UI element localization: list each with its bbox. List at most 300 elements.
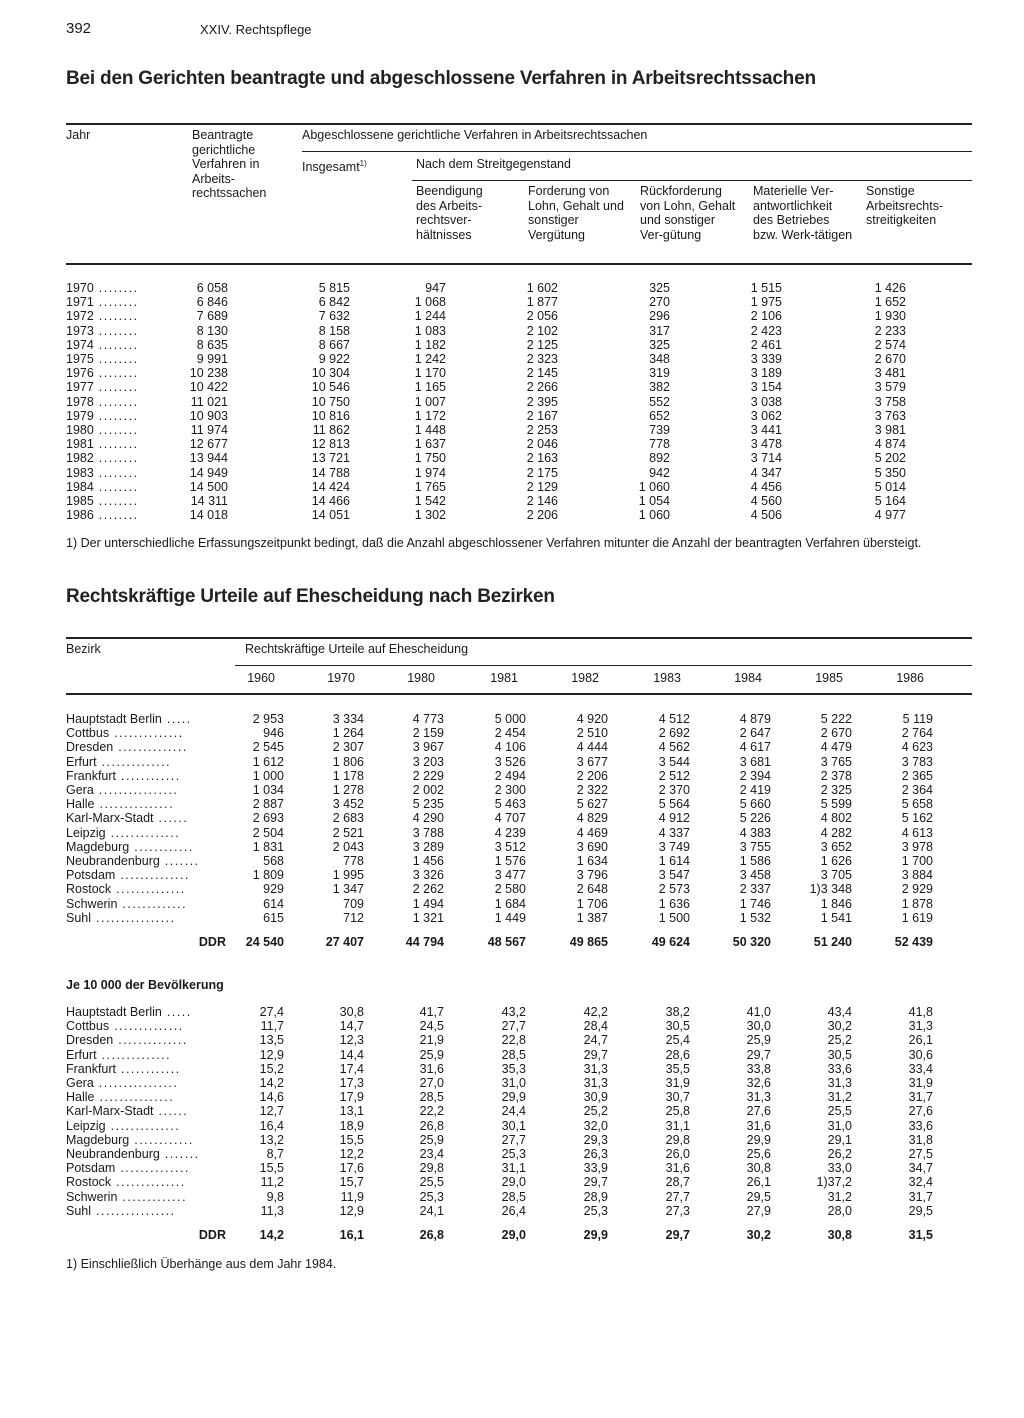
value-cell: 3 690	[576, 839, 608, 854]
spacer-cell	[933, 712, 972, 726]
value-cell: 1 068	[414, 295, 446, 310]
value-cell: 1 321	[412, 910, 444, 925]
table-row	[66, 1048, 972, 1062]
spacer-cell	[933, 811, 972, 825]
leader-dots: ........	[93, 323, 139, 338]
value-cell: 3 478	[750, 437, 782, 452]
value-cell: 6 846	[196, 295, 228, 310]
value-cell: 22,8	[501, 1033, 526, 1048]
spacer-cell	[933, 1062, 972, 1076]
value-cell: 25,3	[501, 1146, 526, 1161]
value-cell: 3 452	[332, 797, 364, 812]
value-cell: 1 449	[494, 910, 526, 925]
table-row	[66, 366, 972, 380]
value-cell: 2 300	[494, 783, 526, 798]
value-cell: 5 627	[576, 797, 608, 812]
bezirk-cell	[66, 1175, 226, 1189]
leader-dots: ............	[116, 1061, 181, 1076]
value-cell: 22,2	[419, 1104, 444, 1119]
value-cell: 2 574	[874, 337, 906, 352]
spacer-row	[66, 1218, 972, 1228]
total-value: 52 439	[894, 934, 933, 949]
table2-col-group: Rechtskräftige Urteile auf Ehescheidung	[245, 642, 469, 656]
value-cell: 14 500	[189, 479, 228, 494]
value-cell: 30,5	[665, 1019, 690, 1034]
value-cell: 5 660	[739, 797, 771, 812]
value-cell: 5 658	[901, 797, 933, 812]
value-cell: 3 477	[494, 868, 526, 883]
spacer-cell	[933, 1090, 972, 1104]
table2-col-bezirk: Bezirk	[66, 642, 101, 656]
value-cell: 2 325	[820, 783, 852, 798]
spacer-cell	[933, 1048, 972, 1062]
value-cell: 2 266	[526, 380, 558, 395]
spacer-cell	[933, 797, 972, 811]
bezirk-label: Magdeburg	[66, 839, 130, 854]
leader-dots: ..............	[113, 740, 188, 755]
value-cell: 3 763	[874, 408, 906, 423]
leader-dots: ........	[93, 479, 139, 494]
value-cell: 778	[649, 437, 670, 452]
value-cell: 1 700	[901, 853, 933, 868]
value-cell: 296	[649, 309, 670, 324]
value-cell: 4 802	[820, 811, 852, 826]
value-cell: 14 311	[190, 493, 228, 508]
spacer-cell	[933, 1161, 972, 1175]
value-cell: 2 102	[526, 323, 558, 338]
value-cell: 2 512	[658, 768, 690, 783]
year-label: 1977	[66, 380, 94, 395]
year-cell	[66, 423, 166, 437]
bezirk-label: Hauptstadt Berlin	[66, 1005, 162, 1020]
value-cell: 25,9	[419, 1047, 444, 1062]
total-value: 29,7	[665, 1227, 690, 1242]
value-cell: 31,6	[419, 1061, 444, 1076]
value-cell: 319	[649, 366, 670, 381]
value-cell: 33,0	[827, 1161, 852, 1176]
value-cell: 16,4	[259, 1118, 284, 1133]
value-cell: 3 544	[658, 754, 690, 769]
value-cell: 13,2	[259, 1132, 284, 1147]
value-cell: 7 689	[196, 309, 228, 324]
value-cell: 31,2	[827, 1090, 852, 1105]
table-row	[66, 769, 972, 783]
year-label: 1984	[66, 479, 94, 494]
value-cell: 2 647	[739, 726, 771, 741]
page-header	[66, 20, 976, 40]
spacer-cell	[906, 409, 972, 423]
value-cell: 31,3	[583, 1076, 608, 1091]
value-cell: 5 222	[820, 712, 852, 727]
section-title: XXIV. Rechtspflege	[200, 22, 312, 37]
spacer-cell	[933, 769, 972, 783]
spacer-cell	[933, 1204, 972, 1218]
leader-dots: .......	[159, 1146, 200, 1161]
value-cell: 13,5	[259, 1033, 284, 1048]
value-cell: 1 636	[658, 896, 690, 911]
value-cell: 1 750	[414, 451, 446, 466]
value-cell: 4 469	[576, 825, 608, 840]
value-cell: 25,3	[583, 1203, 608, 1218]
table-row	[66, 1119, 972, 1133]
value-cell: 3 981	[874, 422, 906, 437]
value-cell: 24,1	[419, 1203, 444, 1218]
value-cell: 1 541	[820, 910, 852, 925]
value-cell: 27,6	[746, 1104, 771, 1119]
total-row	[66, 1228, 972, 1242]
bezirk-cell	[66, 1048, 226, 1062]
value-cell: 28,7	[665, 1175, 690, 1190]
value-cell: 26,1	[908, 1033, 933, 1048]
value-cell: 4 617	[739, 740, 771, 755]
table-row	[66, 508, 972, 522]
value-cell: 1 170	[414, 366, 446, 381]
leader-dots: .....	[161, 712, 192, 727]
value-cell: 15,5	[339, 1132, 364, 1147]
table-row	[66, 1175, 972, 1189]
bezirk-cell	[66, 826, 226, 840]
value-cell: 31,6	[665, 1161, 690, 1176]
value-cell: 3 481	[874, 366, 906, 381]
value-cell: 1 878	[901, 896, 933, 911]
table-row	[66, 755, 972, 769]
value-cell: 24,4	[501, 1104, 526, 1119]
total-value: 51 240	[813, 934, 852, 949]
year-cell	[66, 465, 166, 479]
table-row	[66, 726, 972, 740]
bezirk-label: Erfurt	[66, 1047, 97, 1062]
value-cell: 5 162	[901, 811, 933, 826]
year-cell	[66, 480, 166, 494]
leader-dots: ........	[93, 508, 139, 523]
value-cell: 1 975	[750, 295, 782, 310]
year-cell	[66, 494, 166, 508]
value-cell: 1 456	[412, 853, 444, 868]
spacer-cell	[933, 1189, 972, 1203]
value-cell: 325	[649, 281, 670, 296]
value-cell: 10 304	[311, 366, 350, 381]
year-cell	[66, 366, 166, 380]
value-cell: 3 714	[750, 451, 782, 466]
value-cell: 2 163	[526, 451, 558, 466]
value-cell: 1 165	[414, 380, 446, 395]
leader-dots: .....	[161, 1005, 192, 1020]
table1-col-insgesamt	[302, 157, 367, 175]
value-cell: 35,5	[665, 1061, 690, 1076]
spacer-cell	[906, 295, 972, 309]
spacer-cell	[906, 281, 972, 295]
bezirk-label: Magdeburg	[66, 1132, 130, 1147]
value-cell: 11 974	[190, 422, 228, 437]
bezirk-cell	[66, 1076, 226, 1090]
year-label: 1982	[66, 451, 94, 466]
value-cell: 1 532	[739, 910, 771, 925]
bezirk-label: Potsdam	[66, 1161, 116, 1176]
value-cell: 9 991	[196, 352, 228, 367]
value-cell: 4 290	[412, 811, 444, 826]
value-cell: 31,9	[665, 1076, 690, 1091]
leader-dots: ......	[153, 1104, 189, 1119]
value-cell: 25,9	[419, 1132, 444, 1147]
value-cell: 32,0	[583, 1118, 608, 1133]
table-row	[66, 1147, 972, 1161]
spacer-cell	[933, 1033, 972, 1047]
value-cell: 3 289	[412, 839, 444, 854]
value-cell: 30,7	[665, 1090, 690, 1105]
value-cell: 10 750	[311, 394, 350, 409]
value-cell: 8 635	[196, 337, 228, 352]
value-cell: 28,6	[665, 1047, 690, 1062]
value-cell: 12 813	[311, 437, 350, 452]
value-cell: 3 758	[874, 394, 906, 409]
value-cell: 33,6	[908, 1118, 933, 1133]
value-cell: 2 056	[526, 309, 558, 324]
value-cell: 1 302	[414, 508, 446, 523]
value-cell: 31,3	[746, 1090, 771, 1105]
bezirk-cell	[66, 868, 226, 882]
bezirk-cell	[66, 1033, 226, 1047]
total-value: 44 794	[405, 934, 444, 949]
value-cell: 10 903	[189, 408, 228, 423]
value-cell: 14 018	[189, 508, 228, 523]
value-cell: 1 172	[414, 408, 446, 423]
value-cell: 1 634	[576, 853, 608, 868]
value-cell: 15,7	[339, 1175, 364, 1190]
value-cell: 29,8	[665, 1132, 690, 1147]
bezirk-cell	[66, 882, 226, 896]
bezirk-cell	[66, 783, 226, 797]
bezirk-label: Schwerin	[66, 896, 118, 911]
value-cell: 42,2	[583, 1005, 608, 1020]
value-cell: 28,5	[419, 1090, 444, 1105]
value-cell: 3 203	[412, 754, 444, 769]
leader-dots: .............	[117, 896, 188, 911]
value-cell: 29,9	[746, 1132, 771, 1147]
bezirk-label: Hauptstadt Berlin	[66, 712, 162, 727]
leader-dots: ................	[93, 783, 179, 798]
value-cell: 13 721	[311, 451, 350, 466]
spacer-cell	[906, 423, 972, 437]
table2-rate-body	[66, 1005, 972, 1242]
year-cell	[66, 508, 166, 522]
table1-col-abgeschlossene: Abgeschlossene gerichtliche Verfahren in Arbeitsrechtssachen	[302, 128, 648, 142]
leader-dots: ........	[93, 380, 139, 395]
value-cell: 28,5	[501, 1189, 526, 1204]
year-header: 1960	[247, 671, 275, 685]
value-cell: 4 707	[494, 811, 526, 826]
value-cell: 4 560	[750, 493, 782, 508]
value-cell: 2 929	[901, 882, 933, 897]
value-cell: 2 106	[750, 309, 782, 324]
value-cell: 2 521	[332, 825, 364, 840]
value-cell: 35,3	[501, 1061, 526, 1076]
value-cell: 3 978	[901, 839, 933, 854]
year-cell	[66, 324, 166, 338]
year-header: 1981	[490, 671, 518, 685]
value-cell: 31,1	[665, 1118, 690, 1133]
year-label: 1970	[66, 281, 94, 296]
table2-subheading: Je 10 000 der Bevölkerung	[66, 978, 224, 992]
leader-dots: ........	[93, 352, 139, 367]
value-cell: 1 426	[874, 281, 906, 296]
spacer-cell	[933, 826, 972, 840]
value-cell: 3 189	[750, 366, 782, 381]
value-cell: 31,6	[746, 1118, 771, 1133]
value-cell: 4 239	[494, 825, 526, 840]
value-cell: 1)37,2	[816, 1175, 852, 1190]
value-cell: 3 677	[576, 754, 608, 769]
value-cell: 1 974	[414, 465, 446, 480]
spacer-cell	[933, 868, 972, 882]
spacer-cell	[933, 896, 972, 910]
value-cell: 3 755	[739, 839, 771, 854]
value-cell: 3 547	[658, 868, 690, 883]
table-row	[66, 324, 972, 338]
spacer-cell	[66, 925, 972, 935]
value-cell: 31,2	[827, 1189, 852, 1204]
value-cell: 4 512	[658, 712, 690, 727]
value-cell: 28,9	[583, 1189, 608, 1204]
leader-dots: ..............	[96, 1047, 172, 1062]
table1-group-rule	[302, 151, 972, 152]
value-cell: 2 206	[526, 508, 558, 523]
value-cell: 739	[649, 422, 670, 437]
table-row	[66, 783, 972, 797]
table-row	[66, 1204, 972, 1218]
value-cell: 25,9	[746, 1033, 771, 1048]
value-cell: 31,7	[908, 1189, 933, 1204]
bezirk-cell	[66, 896, 226, 910]
value-cell: 2 419	[739, 783, 771, 798]
bezirk-label: Frankfurt	[66, 1061, 117, 1076]
value-cell: 11 862	[312, 422, 350, 437]
value-cell: 29,5	[746, 1189, 771, 1204]
value-cell: 1 515	[750, 281, 782, 296]
value-cell: 5 463	[494, 797, 526, 812]
leader-dots: ........	[93, 295, 139, 310]
leader-dots: ................	[93, 1076, 179, 1091]
value-cell: 31,0	[501, 1076, 526, 1091]
year-label: 1981	[66, 437, 94, 452]
leader-dots: ..............	[96, 754, 172, 769]
value-cell: 1 034	[252, 783, 284, 798]
value-cell: 33,4	[908, 1061, 933, 1076]
value-cell: 26,2	[827, 1146, 852, 1161]
value-cell: 27,4	[259, 1005, 284, 1020]
value-cell: 9,8	[266, 1189, 284, 1204]
table-row	[66, 281, 972, 295]
leader-dots: ........	[93, 408, 139, 423]
value-cell: 30,8	[339, 1005, 364, 1020]
spacer-cell	[933, 1228, 972, 1242]
value-cell: 1 930	[874, 309, 906, 324]
bezirk-label: Erfurt	[66, 754, 97, 769]
value-cell: 3 062	[750, 408, 782, 423]
spacer-cell	[933, 1175, 972, 1189]
year-header: 1970	[327, 671, 355, 685]
year-label: 1978	[66, 394, 94, 409]
value-cell: 38,2	[665, 1005, 690, 1020]
value-cell: 2 046	[526, 437, 558, 452]
table1-title: Bei den Gerichten beantragte und abgeschlossene Verfahren in Arbeitsrechtssachen	[66, 68, 816, 89]
value-cell: 4 829	[576, 811, 608, 826]
value-cell: 652	[649, 408, 670, 423]
value-cell: 43,4	[827, 1005, 852, 1020]
value-cell: 1 000	[252, 768, 284, 783]
table-row	[66, 868, 972, 882]
value-cell: 1 264	[332, 726, 364, 741]
spacer-cell	[906, 508, 972, 522]
leader-dots: ..............	[105, 825, 181, 840]
value-cell: 5 000	[494, 712, 526, 727]
bezirk-cell	[66, 1019, 226, 1033]
total-row	[66, 935, 972, 949]
leader-dots: .......	[159, 853, 200, 868]
year-cell	[66, 352, 166, 366]
value-cell: 11,9	[340, 1189, 364, 1204]
value-cell: 1 652	[874, 295, 906, 310]
value-cell: 1 809	[252, 868, 284, 883]
value-cell: 712	[343, 910, 364, 925]
bezirk-label: Suhl	[66, 1203, 92, 1218]
value-cell: 1 806	[332, 754, 364, 769]
value-cell: 3 967	[412, 740, 444, 755]
total-label: DDR	[198, 1227, 226, 1242]
value-cell: 1 637	[414, 437, 446, 452]
value-cell: 2 693	[252, 811, 284, 826]
value-cell: 12,2	[339, 1146, 364, 1161]
bezirk-cell	[66, 1104, 226, 1118]
bezirk-cell	[66, 1189, 226, 1203]
value-cell: 43,2	[501, 1005, 526, 1020]
value-cell: 3 526	[494, 754, 526, 769]
value-cell: 1 347	[332, 882, 364, 897]
value-cell: 29,7	[583, 1047, 608, 1062]
value-cell: 1 586	[739, 853, 771, 868]
leader-dots: ............	[129, 839, 194, 854]
value-cell: 29,8	[419, 1161, 444, 1176]
bezirk-label: Karl-Marx-Stadt	[66, 811, 154, 826]
value-cell: 27,7	[501, 1019, 526, 1034]
value-cell: 3 796	[576, 868, 608, 883]
spacer-cell	[906, 338, 972, 352]
value-cell: 23,4	[419, 1146, 444, 1161]
table1-col-rueckforderung: Rückforderung von Lohn, Gehalt und sonstiger Ver-gütung	[640, 184, 736, 242]
spacer-cell	[933, 755, 972, 769]
value-cell: 14 051	[311, 508, 350, 523]
value-cell: 2 145	[526, 366, 558, 381]
leader-dots: ......	[153, 811, 189, 826]
leader-dots: ................	[91, 910, 176, 925]
spacer-cell	[906, 437, 972, 451]
value-cell: 4 912	[658, 811, 690, 826]
value-cell: 4 282	[820, 825, 852, 840]
value-cell: 3 705	[820, 868, 852, 883]
leader-dots: ........	[93, 465, 139, 480]
value-cell: 2 545	[252, 740, 284, 755]
value-cell: 2 146	[526, 493, 558, 508]
bezirk-cell	[66, 1204, 226, 1218]
value-cell: 2 125	[526, 337, 558, 352]
table-row	[66, 409, 972, 423]
total-value: 31,5	[908, 1227, 933, 1242]
value-cell: 1 494	[412, 896, 444, 911]
value-cell: 29,1	[827, 1132, 852, 1147]
bezirk-label: Suhl	[66, 910, 92, 925]
value-cell: 3 783	[901, 754, 933, 769]
value-cell: 25,8	[665, 1104, 690, 1119]
value-cell: 1 995	[332, 868, 364, 883]
